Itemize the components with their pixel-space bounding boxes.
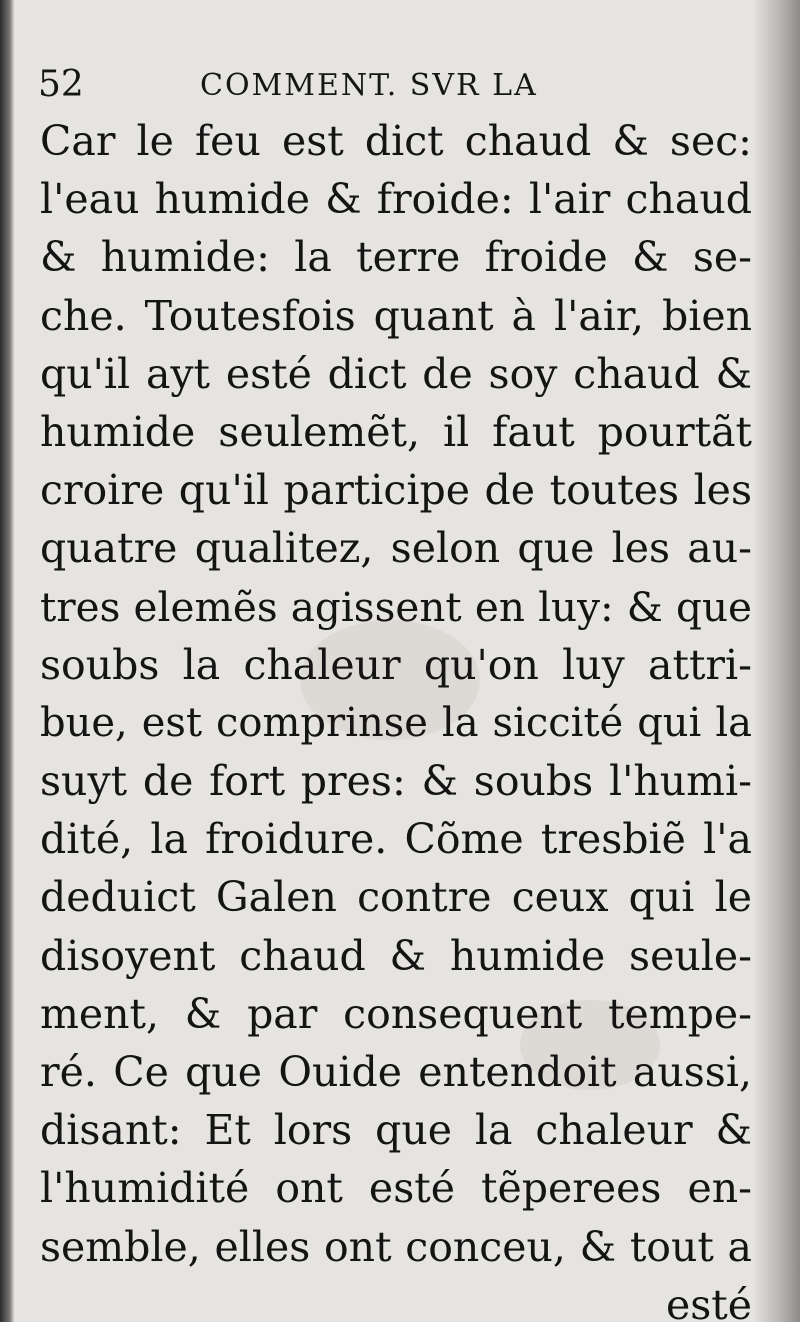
text-line: che. Toutesfois quant à l'air, bien	[40, 291, 752, 340]
text-line: dité, la froidure. Cõme tresbiẽ l'a	[40, 815, 752, 864]
running-head: COMMENT. SVR LA	[200, 68, 538, 103]
text-line: suyt de fort pres: & soubs l'humi-	[40, 757, 752, 806]
text-line: deduict Galen contre ceux qui le	[40, 873, 752, 922]
text-line: ment, & par consequent tempe-	[40, 989, 752, 1038]
body-text	[40, 112, 752, 1322]
text-line: qu'il ayt esté dict de soy chaud &	[40, 349, 752, 398]
text-line: croire qu'il participe de toutes les	[40, 466, 752, 515]
text-line: & humide: la terre froide & se-	[40, 233, 752, 282]
text-line: soubs la chaleur qu'on luy attri-	[40, 640, 752, 689]
page-number: 52	[38, 64, 84, 105]
text-line: bue, est comprinse la siccité qui la	[40, 699, 752, 746]
text-line: disant: Et lors que la chaleur &	[40, 1106, 752, 1155]
page-edge-right	[754, 0, 800, 1322]
page-header	[38, 62, 658, 108]
text-line: humide seulemẽt, il faut pourtãt	[40, 407, 752, 456]
text-line: semble, elles ont conceu, & tout a	[40, 1222, 752, 1271]
text-line: l'humidité ont esté tẽperees en-	[40, 1164, 752, 1213]
page-gutter-left	[0, 0, 14, 1322]
text-line: ré. Ce que Ouide entendoit aussi,	[40, 1048, 752, 1096]
text-line: Car le feu est dict chaud & sec:	[40, 117, 752, 165]
catchword: esté	[665, 1280, 752, 1322]
text-line: tres elemẽs agissent en luy: & que	[40, 582, 752, 631]
text-line: disoyent chaud & humide seule-	[40, 931, 752, 980]
text-line: quatre qualitez, selon que les au-	[40, 524, 752, 573]
text-line: l'eau humide & froide: l'air chaud	[40, 175, 752, 224]
